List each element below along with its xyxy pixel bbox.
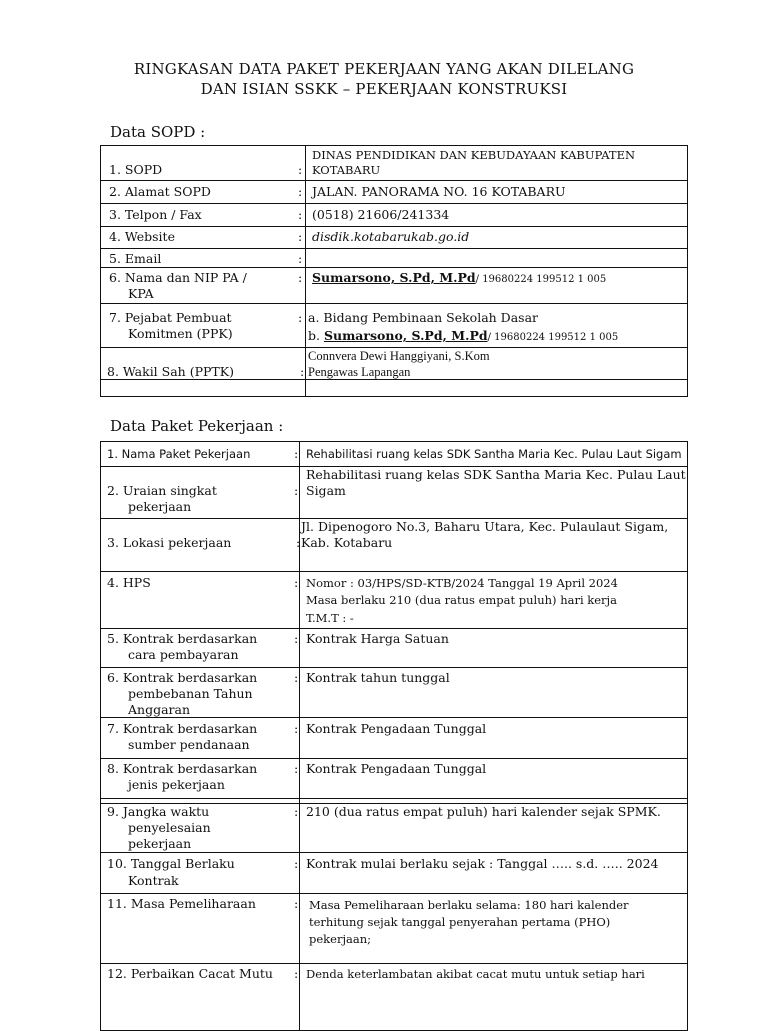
table-row xyxy=(101,894,687,964)
row-value: DINAS PENDIDIKAN DAN KEBUDAYAAN KABUPATEN xyxy=(312,148,636,162)
row-colon: : xyxy=(294,446,299,461)
row-label: 2. Uraian singkat xyxy=(107,483,217,498)
row-colon: : xyxy=(294,896,299,911)
row-value: JALAN. PANORAMA NO. 16 KOTABARU xyxy=(312,184,566,199)
row-colon: : xyxy=(294,856,299,871)
row-value: terhitung sejak tanggal penyerahan pertama (PHO) xyxy=(309,915,611,929)
column-divider xyxy=(299,442,300,1030)
table-row xyxy=(101,853,687,894)
sopd-section-heading: Data SOPD : xyxy=(110,123,206,141)
row-label: 4. HPS xyxy=(107,575,151,590)
row-value: Pengawas Lapangan xyxy=(308,365,411,379)
row-colon: : xyxy=(294,761,299,776)
row-value: Masa Pemeliharaan berlaku selama: 180 hari kalender xyxy=(309,898,629,912)
row-value: Kontrak Harga Satuan xyxy=(306,631,449,646)
row-label: penyelesaian xyxy=(128,820,211,835)
sopd-table xyxy=(100,145,688,397)
row-colon: : xyxy=(298,251,303,266)
row-value: Nomor : 03/HPS/SD-KTB/2024 Tanggal 19 April 2024 xyxy=(306,576,618,590)
table-row xyxy=(101,759,687,799)
row-value: Kontrak Pengadaan Tunggal xyxy=(306,761,487,776)
row-label: pembebanan Tahun xyxy=(128,686,253,701)
row-colon: : xyxy=(294,966,299,981)
table-row xyxy=(101,519,687,572)
table-row xyxy=(101,964,687,1030)
document-title-line-1: RINGKASAN DATA PAKET PEKERJAAN YANG AKAN DILELANG xyxy=(133,60,635,78)
table-row xyxy=(101,268,687,304)
row-value: Masa berlaku 210 (dua ratus empat puluh) hari kerja xyxy=(306,593,617,607)
row-value xyxy=(308,328,618,346)
row-label: 11. Masa Pemeliharaan xyxy=(107,896,256,911)
row-colon: : xyxy=(300,364,305,379)
row-value: T.M.T : - xyxy=(306,611,354,625)
row-value: 210 (dua ratus empat puluh) hari kalender sejak SPMK. xyxy=(306,804,661,819)
row-label: 5. Email xyxy=(109,251,162,266)
table-row xyxy=(101,442,687,467)
row-label: pekerjaan xyxy=(128,499,192,514)
table-row xyxy=(101,181,687,204)
row-colon: : xyxy=(294,721,299,736)
row-colon: : xyxy=(298,270,303,285)
row-label: 7. Pejabat Pembuat xyxy=(109,310,232,325)
row-label: 8. Wakil Sah (PPTK) xyxy=(107,364,234,379)
row-value: pekerjaan; xyxy=(309,932,371,946)
row-label: cara pembayaran xyxy=(128,647,239,662)
row-colon: : xyxy=(298,229,303,244)
row-value: Kontrak Pengadaan Tunggal xyxy=(306,721,487,736)
column-divider xyxy=(305,146,306,396)
row-value: Rehabilitasi ruang kelas SDK Santha Maria Kec. Pulau Laut Sigam xyxy=(306,447,682,461)
table-row xyxy=(101,380,687,396)
row-label: 1. Nama Paket Pekerjaan xyxy=(107,447,251,461)
row-value: KOTABARU xyxy=(312,163,381,177)
row-label: Kontrak xyxy=(128,873,179,888)
ppk-name: Sumarsono, S.Pd, M.Pd xyxy=(323,328,488,343)
row-label: 4. Website xyxy=(109,229,175,244)
row-value: Rehabilitasi ruang kelas SDK Santha Maria Kec. Pulau Laut xyxy=(306,467,686,482)
row-value xyxy=(312,270,606,288)
row-label: sumber pendanaan xyxy=(128,737,250,752)
table-row xyxy=(101,572,687,629)
table-row xyxy=(101,668,687,718)
table-row xyxy=(101,467,687,519)
ppk-nip: / 19680224 199512 1 005 xyxy=(487,332,619,343)
pa-name: Sumarsono, S.Pd, M.Pd xyxy=(312,270,476,285)
row-colon: : xyxy=(294,575,299,590)
row-colon: : xyxy=(296,535,301,550)
row-label: 6. Nama dan NIP PA / xyxy=(109,270,247,285)
row-label: 2. Alamat SOPD xyxy=(109,184,211,199)
pa-nip: / 19680224 199512 1 005 xyxy=(475,274,607,285)
row-colon: : xyxy=(294,483,299,498)
row-value: a. Bidang Pembinaan Sekolah Dasar xyxy=(308,310,538,325)
paket-table xyxy=(100,441,688,1031)
row-label: 3. Lokasi pekerjaan xyxy=(107,535,232,550)
table-row xyxy=(101,718,687,759)
row-label: pekerjaan xyxy=(128,836,192,851)
row-label: 9. Jangka waktu xyxy=(107,804,210,819)
row-label: 6. Kontrak berdasarkan xyxy=(107,670,258,685)
row-colon: : xyxy=(298,162,303,177)
row-colon: : xyxy=(298,207,303,222)
row-label: 1. SOPD xyxy=(109,162,163,177)
row-label: KPA xyxy=(128,286,154,301)
table-row xyxy=(101,204,687,227)
row-label: Anggaran xyxy=(128,702,191,717)
row-colon: : xyxy=(294,670,299,685)
table-row xyxy=(101,227,687,249)
table-row xyxy=(101,803,687,853)
table-row xyxy=(101,308,687,348)
row-value: Sigam xyxy=(306,483,346,498)
row-value: Kontrak tahun tunggal xyxy=(306,670,450,685)
row-label: 3. Telpon / Fax xyxy=(109,207,202,222)
paket-section-heading: Data Paket Pekerjaan : xyxy=(110,417,284,435)
row-colon: : xyxy=(294,631,299,646)
table-row xyxy=(101,146,687,181)
row-label: 5. Kontrak berdasarkan xyxy=(107,631,258,646)
document-title-line-2: DAN ISIAN SSKK – PEKERJAAN KONSTRUKSI xyxy=(200,80,568,98)
row-colon: : xyxy=(298,310,303,325)
row-label: 12. Perbaikan Cacat Mutu xyxy=(107,966,273,981)
row-value: Denda keterlambatan akibat cacat mutu untuk setiap hari xyxy=(306,967,645,981)
row-value: Connvera Dewi Hanggiyani, S.Kom xyxy=(308,349,490,363)
ppk-prefix: b. xyxy=(308,328,324,343)
row-value: (0518) 21606/241334 xyxy=(312,207,450,222)
table-row xyxy=(101,348,687,380)
row-colon: : xyxy=(294,804,299,819)
row-label: 10. Tanggal Berlaku xyxy=(107,856,235,871)
row-value: Kontrak mulai berlaku sejak : Tanggal ….. s.d. ….. 2024 xyxy=(306,856,659,871)
row-label: 7. Kontrak berdasarkan xyxy=(107,721,258,736)
table-row xyxy=(101,249,687,268)
website-value[interactable]: disdik.kotabarukab.go.id xyxy=(312,229,470,244)
row-label: jenis pekerjaan xyxy=(128,777,225,792)
row-label: 8. Kontrak berdasarkan xyxy=(107,761,258,776)
row-label: Komitmen (PPK) xyxy=(128,326,233,341)
table-row xyxy=(101,629,687,668)
row-value: Kab. Kotabaru xyxy=(301,535,393,550)
row-colon: : xyxy=(298,184,303,199)
row-value: Jl. Dipenogoro No.3, Baharu Utara, Kec. Pulaulaut Sigam, xyxy=(301,519,669,534)
